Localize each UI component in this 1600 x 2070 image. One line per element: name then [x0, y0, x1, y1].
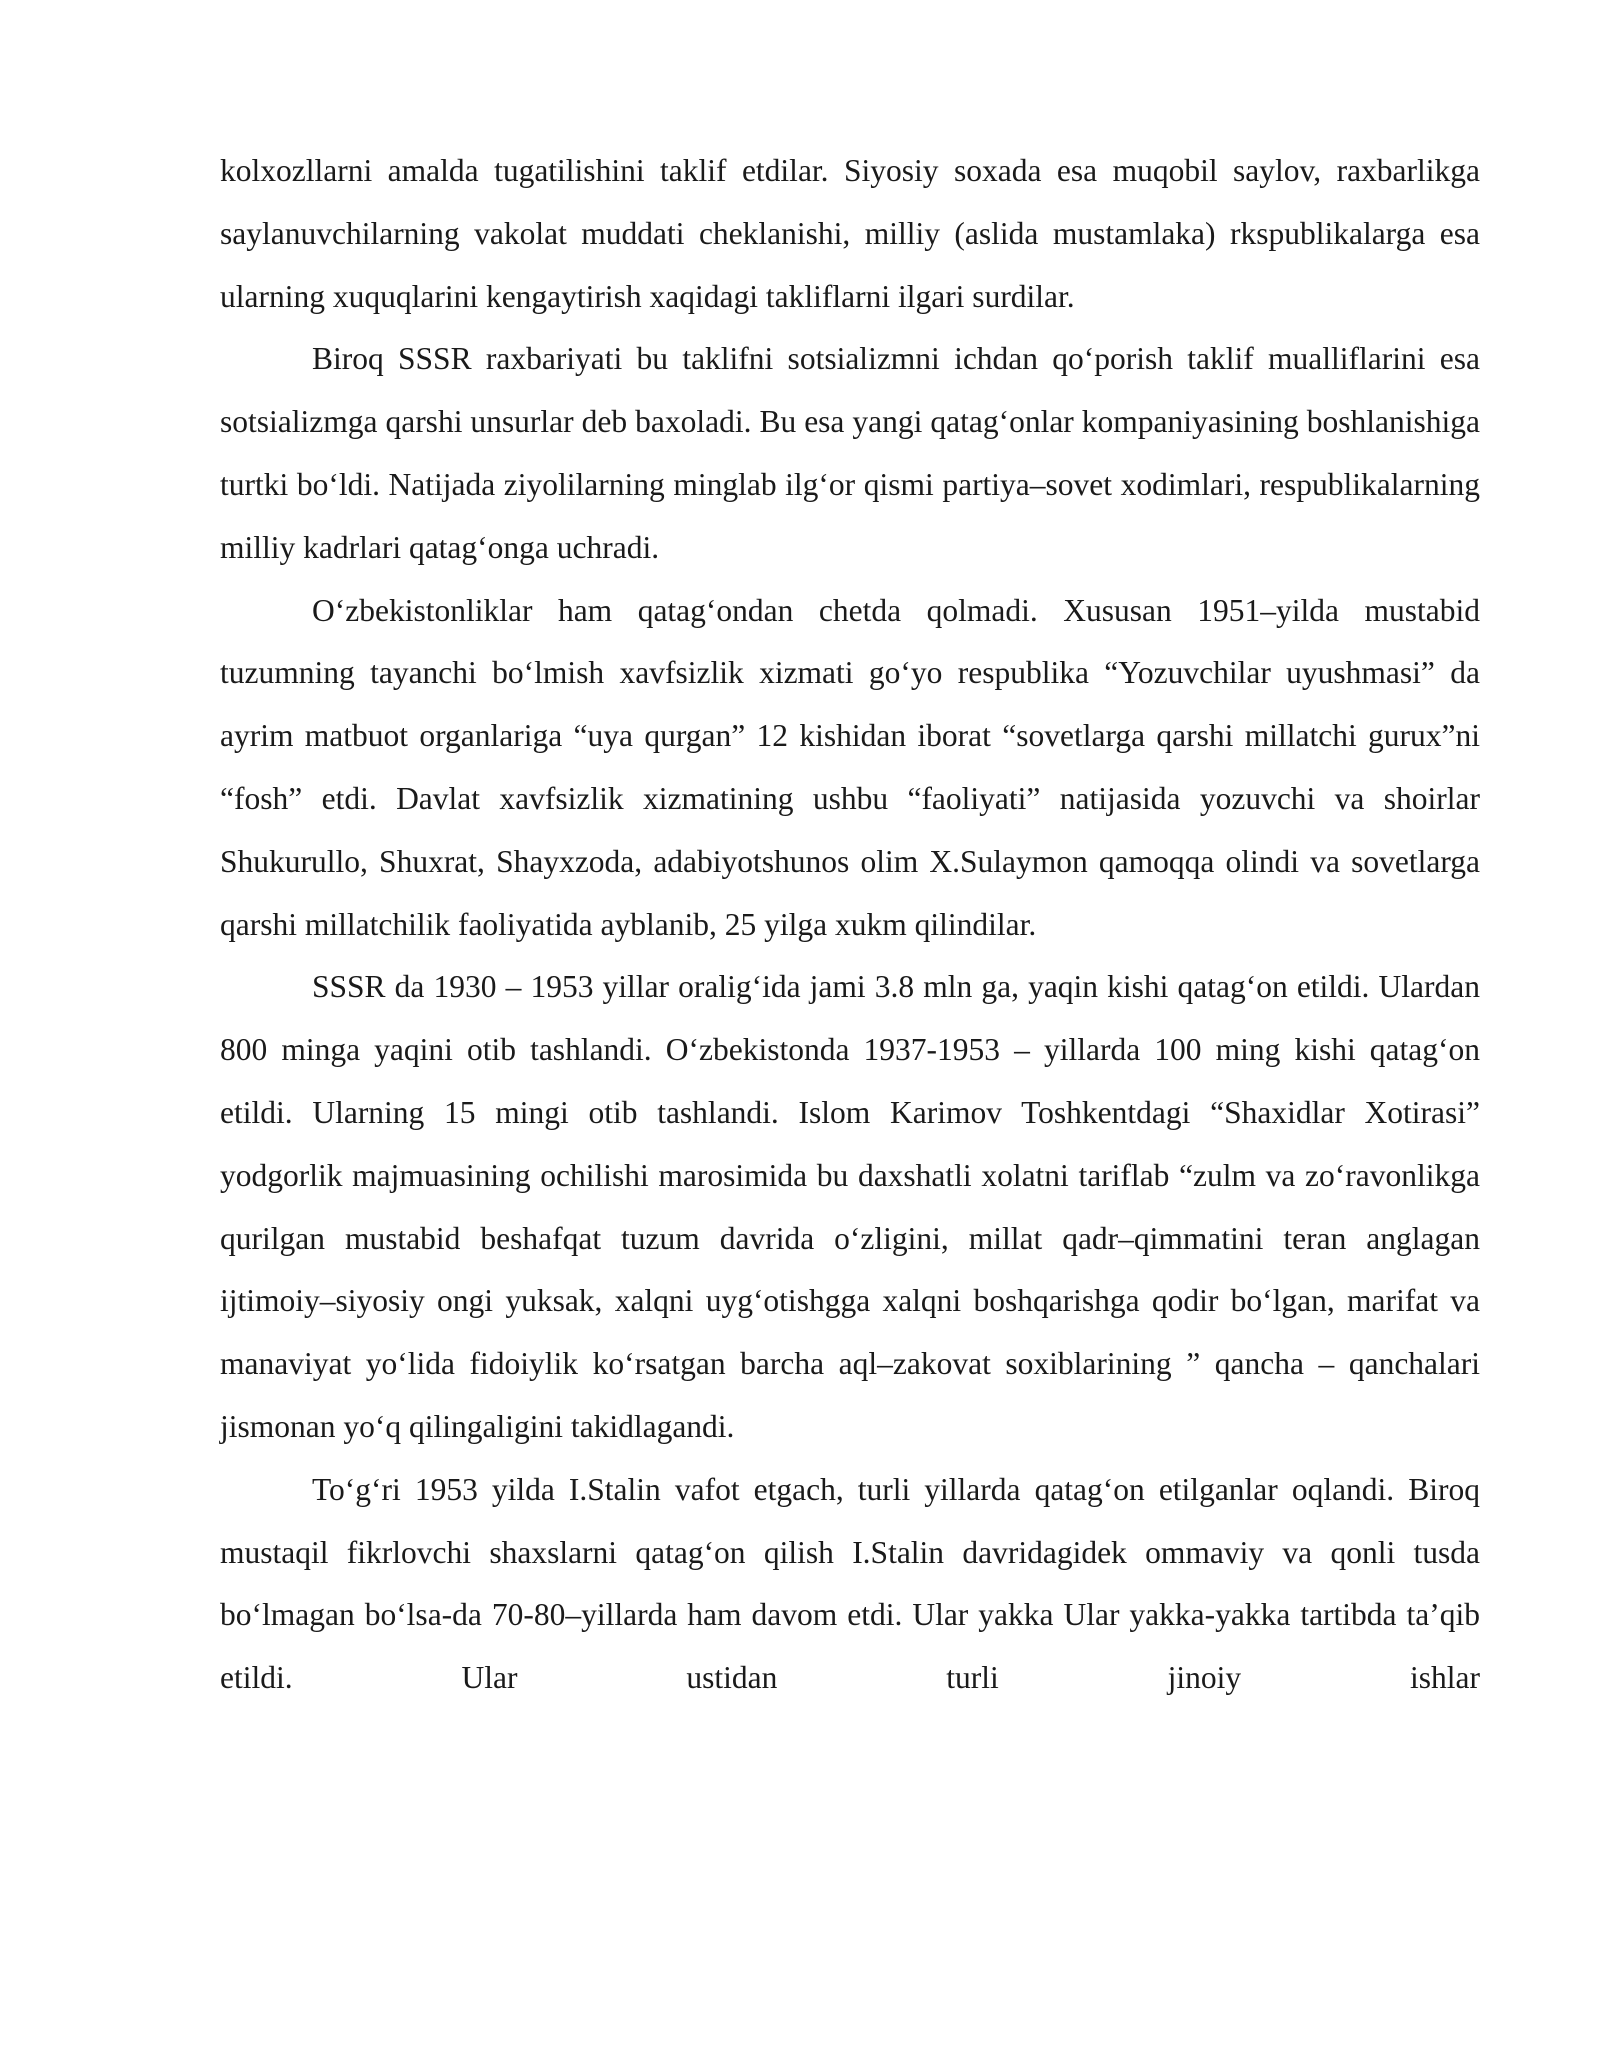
paragraph-continued: kolxozllarni amalda tugatilishini taklif etdilar. Siyosiy soxada esa muqobil saylov, raxbarlikga saylanuvchilarning vakolat muddati cheklanishi, milliy (aslida mustamlaka) rkspublikalarga esa ularning xuquqlarini kengaytirish xaqidagi takliflarni ilgari surdilar. [220, 153, 1480, 314]
paragraph-uzbekistan-repression: O‘zbekistonliklar ham qatag‘ondan chetda qolmadi. Xususan 1951–yilda mustabid tuzumning tayanchi bo‘lmish xavfsizlik xizmati go‘yo respublika “Yozuvchilar uyushmasi” da ayrim matbuot organlariga “uya qurgan” 12 kishidan iborat “sovetlarga qarshi millatchi gurux”ni “fosh” etdi. Davlat xavfsizlik xizmatining ushbu “faoliyati” natijasida yozuvchi va shoirlar Shukurullo, Shuxrat, Shayxzoda, adabiyotshunos olim X.Sulaymon qamoqqa olindi va sovetlarga qarshi millatchilik faoliyatida ayblanib, 25 yilga xukm qilindilar. [220, 592, 1480, 942]
paragraph-after-stalin: To‘g‘ri 1953 yilda I.Stalin vafot etgach, turli yillarda qatag‘on etilganlar oqlandi. Biroq mustaqil fikrlovchi shaxslarni qatag‘on qilish I.Stalin davridagidek ommaviy va qonli tusda bo‘lmagan bo‘lsa-da 70-80–yillarda ham davom etdi. Ular yakka Ular yakka-yakka tartibda ta’qib etildi. Ular ustidan turli jinoiy ishlar [220, 1471, 1480, 1696]
paragraph-statistics: SSSR da 1930 – 1953 yillar oralig‘ida jami 3.8 mln ga, yaqin kishi qatag‘on etildi. Ulardan 800 minga yaqini otib tashlandi. O‘zbekistonda 1937-1953 – yillarda 100 ming kishi qatag‘on etildi. Ularning 15 mingi otib tashlandi. Islom Karimov Toshkentdagi “Shaxidlar Xotirasi” yodgorlik majmuasining ochilishi marosimida bu daxshatli xolatni tariflab “zulm va zo‘ravonlikga qurilgan mustabid beshafqat tuzum davrida o‘zligini, millat qadr–qimmatini teran anglagan ijtimoiy–siyosiy ongi yuksak, xalqni uyg‘otishgga xalqni boshqarishga qodir bo‘lgan, marifat va manaviyat yo‘lida fidoiylik ko‘rsatgan barcha aql–zakovat soxiblarining ” qancha – qanchalari jismonan yo‘q qilingaligini takidlagandi. [220, 969, 1480, 1444]
paragraph-sssr-leadership: Biroq SSSR raxbariyati bu taklifni sotsializmni ichdan qo‘porish taklif mualliflarini esa sotsializmga qarshi unsurlar deb baxoladi. Bu esa yangi qatag‘onlar kompaniyasining boshlanishiga turtki bo‘ldi. Natijada ziyolilarning minglab ilg‘or qismi partiya–sovet xodimlari, respublikalarning milliy kadrlari qatag‘onga uchradi. [220, 341, 1480, 565]
document-body [220, 140, 1480, 1710]
